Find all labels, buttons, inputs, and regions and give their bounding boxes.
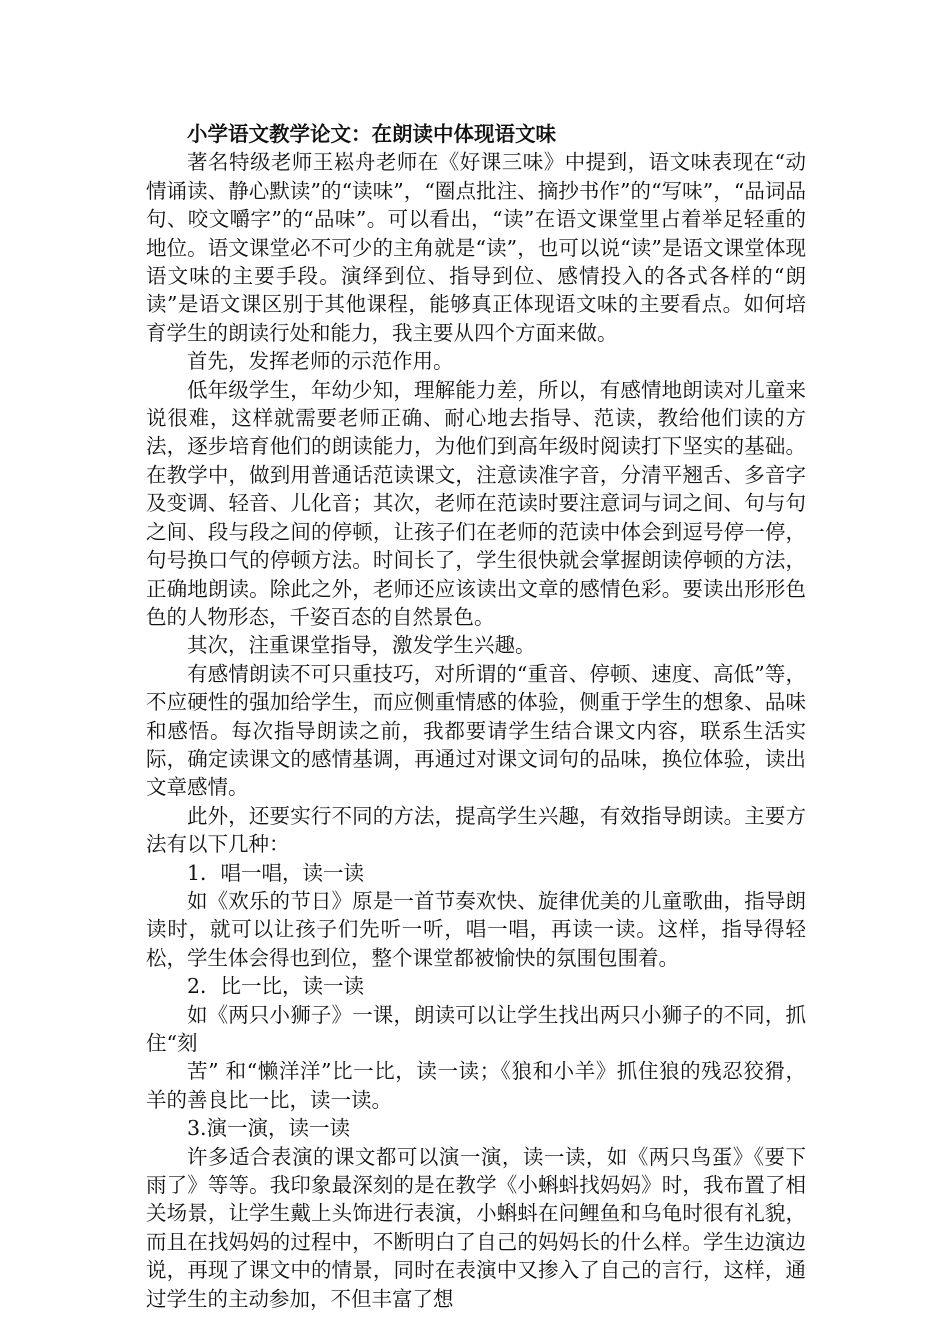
section-heading: 其次，注重课堂指导，激发学生兴趣。 [187, 633, 536, 658]
paragraph: 许多适合表演的课文都可以演一演，读一读，如《两只鸟蛋》《要下雨了》等等。我印象最深刻的是在教学《小蝌蚪找妈妈》时，我布置了相关场景，让学生戴上头饰进行表演，小蝌蚪在问鲤鱼和乌龟时很有礼貌，而且在找妈妈的过程中，不断明白了自己的妈妈长的什么样。学生边演边说，再现了课文中的情景，同时在表演中又掺入了自己的言行，这样，通过学生的主动参加，不但丰富了想 [146, 1144, 806, 1311]
paragraph: 此外，还要实行不同的方法，提高学生兴趣，有效指导朗读。主要方法有以下几种： [146, 803, 806, 857]
paragraph: 低年级学生，年幼少知，理解能力差，所以，有感情地朗读对儿童来说很难，这样就需要老师正确、耐心地去指导、范读，教给他们读的方法，逐步培育他们的朗读能力，为他们到高年级时阅读打下坚实的基础。在教学中，做到用普通话范读课文，注意读准字音，分清平翘舌、多音字及变调、轻音、儿化音；其次，老师在范读时要注意词与词之间、句与句之间、段与段之间的停顿，让孩子们在老师的范读中体会到逗号停一停，句号换口气的停顿方法。时间长了，学生很快就会掌握朗读停顿的方法，正确地朗读。除此之外，老师还应该读出文章的感情色彩。要读出形形色色的人物形态，千姿百态的自然景色。 [146, 377, 806, 629]
paragraph: 如《两只小狮子》一课，朗读可以让学生找出两只小狮子的不同，抓住“刻 [146, 1002, 806, 1055]
document-body [146, 120, 806, 1313]
paragraph: 如《欢乐的节日》原是一首节奏欢快、旋律优美的儿童歌曲，指导朗读时，就可以让孩子们先听一听，唱一唱，再读一读。这样，指导得轻松，学生体会得也到位，整个课堂都被愉快的氛围包围着。 [146, 888, 806, 970]
method-heading: 2．比一比，读一读 [187, 974, 365, 999]
paragraph: 苦” 和“懒洋洋”比一比，读一读；《狼和小羊》抓住狼的残忍狡猾，羊的善良比一比，读一读。 [146, 1059, 806, 1112]
section-heading: 首先，发挥老师的示范作用。 [187, 349, 454, 374]
paragraph: 著名特级老师王崧舟老师在《好课三味》中提到，语文味表现在“动情诵读、静心默读”的“读味”，“圈点批注、摘抄书作”的“写味”，“品词品句、咬文嚼字”的“品味”。可以看出，“读”在语文课堂里占着举足轻重的地位。语文课堂必不可少的主角就是“读”，也可以说“读”是语文课堂体现语文味的主要手段。演绎到位、指导到位、感情投入的各式各样的“朗读”是语文课区别于其他课程，能够真正体现语文味的主要看点。如何培育学生的朗读行处和能力，我主要从四个方面来做。 [146, 150, 806, 345]
paragraph: 有感情朗读不可只重技巧，对所谓的“重音、停顿、速度、高低”等，不应硬性的强加给学生，而应侧重情感的体验，侧重于学生的想象、品味和感悟。每次指导朗读之前，我都要请学生结合课文内容，联系生活实际，确定读课文的感情基调，再通过对课文词句的品味，换位体验，读出文章感情。 [146, 661, 806, 800]
document-title: 小学语文教学论文：在朗读中体现语文味 [187, 122, 556, 146]
method-heading: 1．唱一唱，读一读 [187, 860, 365, 885]
method-heading: 3.演一演，读一读 [187, 1116, 351, 1141]
